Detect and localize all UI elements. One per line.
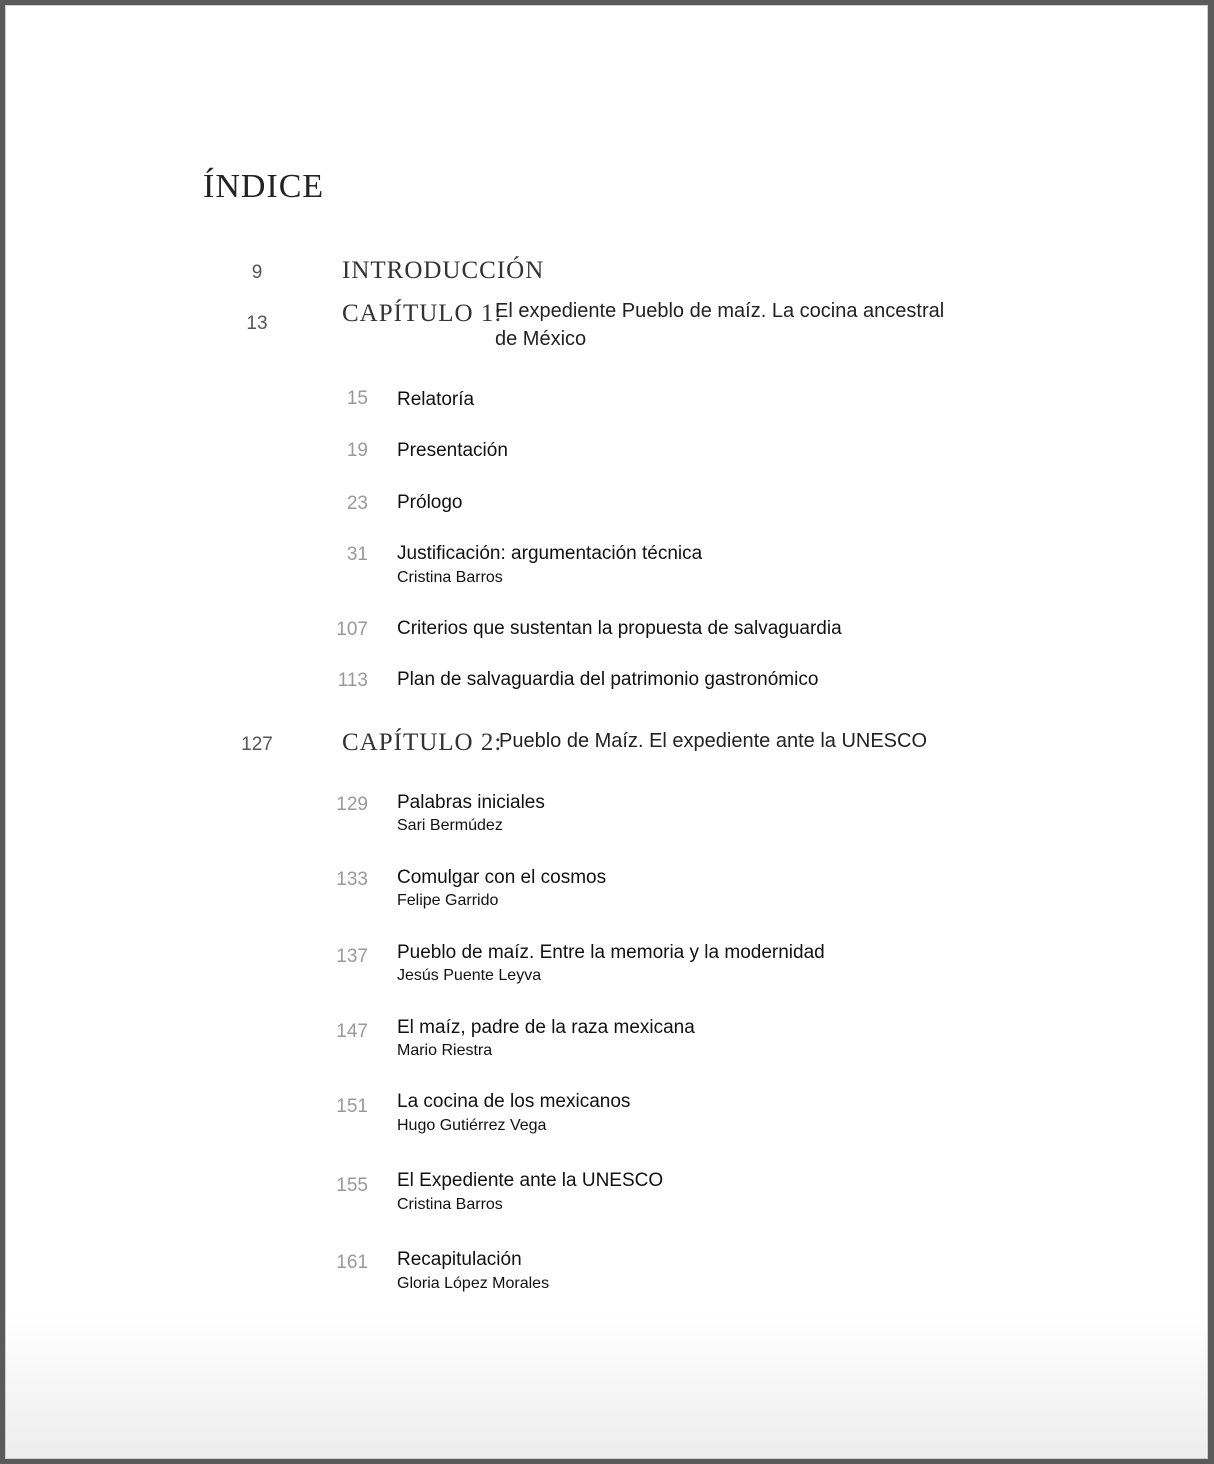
- chapter1-title-line1: El expediente Pueblo de maíz. La cocina ancestral: [495, 300, 945, 322]
- chapter2-page-number: 127: [241, 734, 273, 755]
- chapter1-label: CAPÍTULO 1:: [342, 300, 503, 327]
- page-title: ÍNDICE: [203, 168, 325, 205]
- entry-page-number: 151: [336, 1096, 368, 1117]
- entry-author: Sari Bermúdez: [397, 817, 503, 834]
- chapter1-page-number: 13: [246, 313, 268, 334]
- entry-title: Palabras iniciales: [397, 792, 545, 813]
- chapter1-title-line2: de México: [495, 328, 587, 350]
- entry-author: Felipe Garrido: [397, 892, 499, 909]
- entry-author: Gloria López Morales: [397, 1275, 550, 1292]
- entry-page-number: 31: [346, 544, 368, 565]
- entry-page-number: 147: [336, 1021, 368, 1042]
- entry-page-number: 15: [346, 388, 368, 409]
- entry-page-number: 155: [336, 1175, 368, 1196]
- entry-author: Mario Riestra: [397, 1042, 493, 1059]
- entry-page-number: 129: [336, 794, 368, 815]
- entry-author: Cristina Barros: [397, 1196, 503, 1213]
- chapter2-label: CAPÍTULO 2:: [342, 729, 503, 756]
- entry-author: Cristina Barros: [397, 569, 503, 586]
- document-page: [5, 5, 1208, 1459]
- intro-label: INTRODUCCIÓN: [342, 257, 545, 284]
- entry-title: El maíz, padre de la raza mexicana: [397, 1017, 695, 1038]
- entry-page-number: 113: [337, 670, 368, 691]
- entry-page-number: 137: [336, 946, 368, 967]
- chapter2-title: Pueblo de Maíz. El expediente ante la UNESCO: [499, 730, 928, 752]
- entry-page-number: 107: [336, 619, 368, 640]
- entry-author: Hugo Gutiérrez Vega: [397, 1117, 547, 1134]
- entry-title: Recapitulación: [397, 1249, 522, 1270]
- entry-page-number: 161: [336, 1252, 368, 1273]
- entry-title: Comulgar con el cosmos: [397, 867, 607, 888]
- entry-title: Pueblo de maíz. Entre la memoria y la modernidad: [397, 942, 825, 963]
- entry-title: Prólogo: [397, 492, 463, 513]
- entry-title: Relatoría: [397, 389, 475, 410]
- intro-page-number: 9: [251, 262, 263, 283]
- entry-title: La cocina de los mexicanos: [397, 1091, 631, 1112]
- entry-title: El Expediente ante la UNESCO: [397, 1170, 664, 1191]
- entry-page-number: 19: [346, 440, 368, 461]
- entry-page-number: 133: [336, 869, 368, 890]
- entry-page-number: 23: [346, 493, 368, 514]
- entry-title: Justificación: argumentación técnica: [397, 543, 703, 564]
- entry-title: Plan de salvaguardia del patrimonio gastronómico: [397, 669, 819, 690]
- entry-author: Jesús Puente Leyva: [397, 967, 542, 984]
- entry-title: Criterios que sustentan la propuesta de salvaguardia: [397, 618, 842, 639]
- entry-title: Presentación: [397, 440, 508, 461]
